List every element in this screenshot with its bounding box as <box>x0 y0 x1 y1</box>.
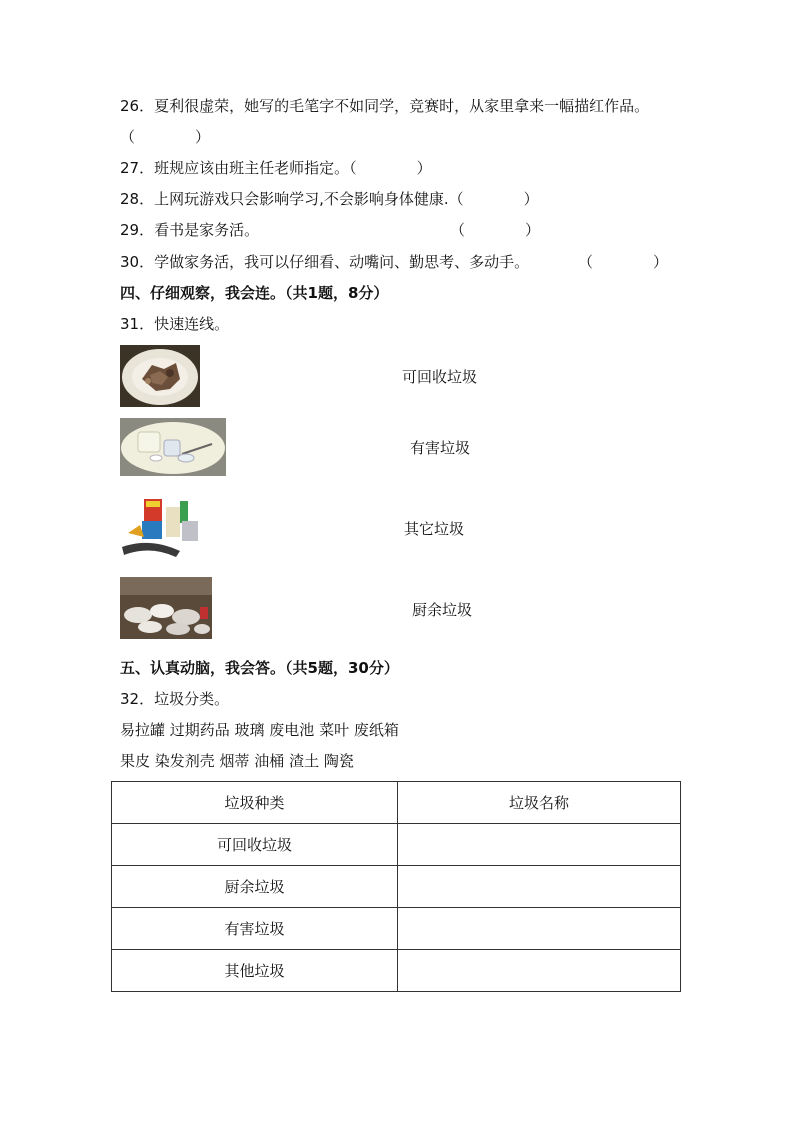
table-row <box>112 824 681 866</box>
table-header-row <box>112 782 681 824</box>
plastic-bottles-pile-photo <box>120 577 212 639</box>
section-4-heading: 四、仔细观察，我会连。（共1题，8分） <box>120 284 389 302</box>
table-row <box>112 908 681 950</box>
waste-names-cell <box>398 866 681 908</box>
category-recyclable: 可回收垃圾 <box>402 368 478 386</box>
question-28: 28．上网玩游戏只会影响学习,不会影响身体健康.（ ） <box>120 190 539 208</box>
category-kitchen: 厨余垃圾 <box>412 601 473 619</box>
waste-names-cell <box>398 950 681 992</box>
waste-classification-table <box>111 781 681 992</box>
waste-type-cell: 有害垃圾 <box>112 908 398 950</box>
waste-type-cell: 其他垃圾 <box>112 950 398 992</box>
table-row <box>112 950 681 992</box>
question-30-answer-paren: （ ） <box>578 253 669 271</box>
question-32: 32．垃圾分类。 <box>120 690 230 708</box>
question-31: 31．快速连线。 <box>120 315 230 333</box>
food-waste-plate-photo <box>120 345 200 407</box>
table-row <box>112 866 681 908</box>
paints-film-clutter-photo <box>120 493 206 559</box>
question-26-text: 26．夏利很虚荣，她写的毛笔字不如同学，竞赛时，从家里拿来一幅描红作品。 <box>120 97 650 115</box>
section-5-heading: 五、认真动脑，我会答。（共5题，30分） <box>120 659 399 677</box>
plastic-bottles-tray-photo <box>120 418 226 476</box>
waste-type-cell: 厨余垃圾 <box>112 866 398 908</box>
question-29-answer-paren: （ ） <box>450 221 541 239</box>
category-other: 其它垃圾 <box>404 520 465 538</box>
question-29-text: 29．看书是家务活。 <box>120 221 260 239</box>
question-30-text: 30．学做家务活，我可以仔细看、动嘴问、勤思考、多动手。 <box>120 253 530 271</box>
waste-names-cell <box>398 824 681 866</box>
category-hazardous: 有害垃圾 <box>410 439 471 457</box>
header-waste-names: 垃圾名称 <box>398 782 681 824</box>
waste-items-line-1: 易拉罐 过期药品 玻璃 废电池 菜叶 废纸箱 <box>120 721 399 739</box>
question-26-answer-paren: （ ） <box>120 128 211 146</box>
question-27: 27．班规应该由班主任老师指定。（ ） <box>120 159 432 177</box>
waste-names-cell <box>398 908 681 950</box>
waste-items-line-2: 果皮 染发剂壳 烟蒂 油桶 渣土 陶瓷 <box>120 752 354 770</box>
waste-type-cell: 可回收垃圾 <box>112 824 398 866</box>
header-waste-type: 垃圾种类 <box>112 782 398 824</box>
